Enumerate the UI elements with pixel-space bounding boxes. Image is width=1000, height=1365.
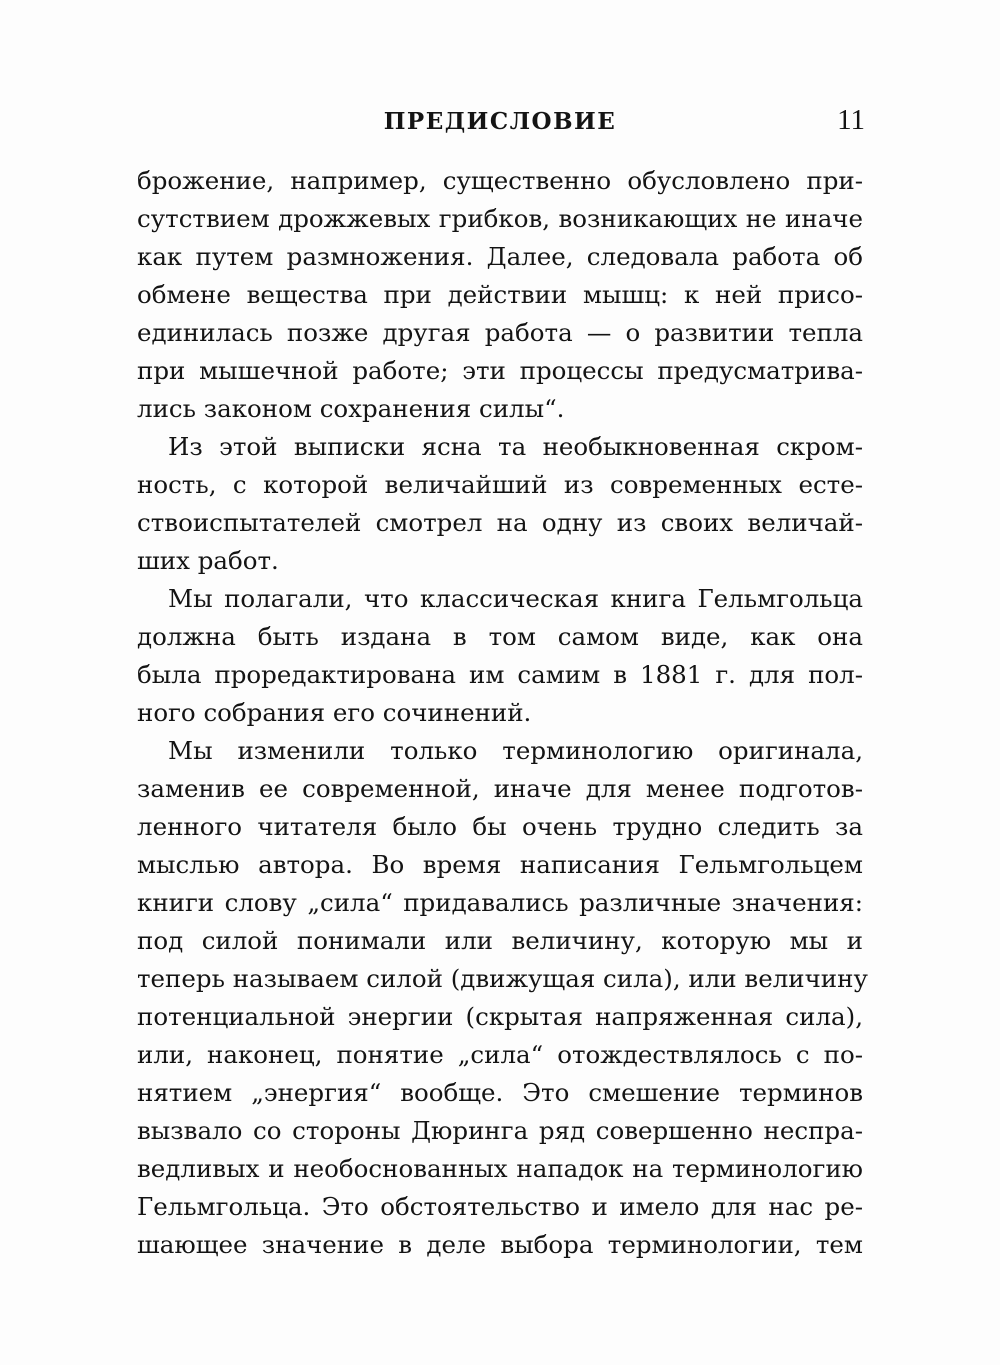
text-line: потенциальной энергии (скрытая напряженная сила), — [137, 1002, 863, 1031]
text-line: брожение, например, существенно обусловлено при- — [137, 166, 863, 195]
text-line: ленного читателя было бы очень трудно следить за — [137, 812, 863, 841]
text-line: была проредактирована им самим в 1881 г. для пол- — [137, 660, 863, 689]
text-line: Гельмгольца. Это обстоятельство и имело для нас ре- — [137, 1192, 863, 1221]
text-line: нятием „энергия“ вообще. Это смешение терминов — [137, 1078, 863, 1107]
text-line: книги слову „сила“ придавались различные значения: — [137, 888, 863, 917]
text-line: как путем размножения. Далее, следовала работа об — [137, 242, 863, 271]
text-line: лись законом сохранения силы“. — [137, 394, 565, 423]
text-line: Мы изменили только терминологию оригинала, — [168, 736, 863, 765]
running-header-title: ПРЕДИСЛОВИЕ — [383, 108, 617, 135]
text-line: сутствием дрожжевых грибков, возникающих не иначе — [137, 204, 863, 233]
text-line: ствоиспытателей смотрел на одну из своих величай- — [137, 508, 863, 537]
text-line: заменив ее современной, иначе для менее подготов- — [137, 774, 863, 803]
text-line: теперь называем силой (движущая сила), или величину — [137, 964, 868, 993]
text-line: мыслью автора. Во время написания Гельмгольцем — [137, 850, 863, 879]
text-line: ведливых и необоснованных нападок на терминологию — [137, 1154, 863, 1183]
text-line: шающее значение в деле выбора терминологии, тем — [137, 1230, 863, 1259]
text-line: Из этой выписки ясна та необыкновенная скром- — [168, 432, 863, 461]
text-line: ность, с которой величайший из современных есте- — [137, 470, 863, 499]
text-line: должна быть издана в том самом виде, как она — [137, 622, 863, 651]
text-line: под силой понимали или величину, которую мы и — [137, 926, 863, 955]
text-line: или, наконец, понятие „сила“ отождествлялось с по- — [137, 1040, 863, 1069]
text-line: ших работ. — [137, 546, 279, 575]
text-line: обмене вещества при действии мышц: к ней присо- — [137, 280, 863, 309]
text-line: Мы полагали, что классическая книга Гельмгольца — [168, 584, 863, 613]
text-line: вызвало со стороны Дюринга ряд совершенно неспра- — [137, 1116, 863, 1145]
text-line: ного собрания его сочинений. — [137, 698, 532, 727]
text-line: при мышечной работе; эти процессы предусматрива- — [137, 356, 863, 385]
page-number: 11 — [837, 104, 865, 136]
text-line: единилась позже другая работа — о развитии тепла — [137, 318, 863, 347]
